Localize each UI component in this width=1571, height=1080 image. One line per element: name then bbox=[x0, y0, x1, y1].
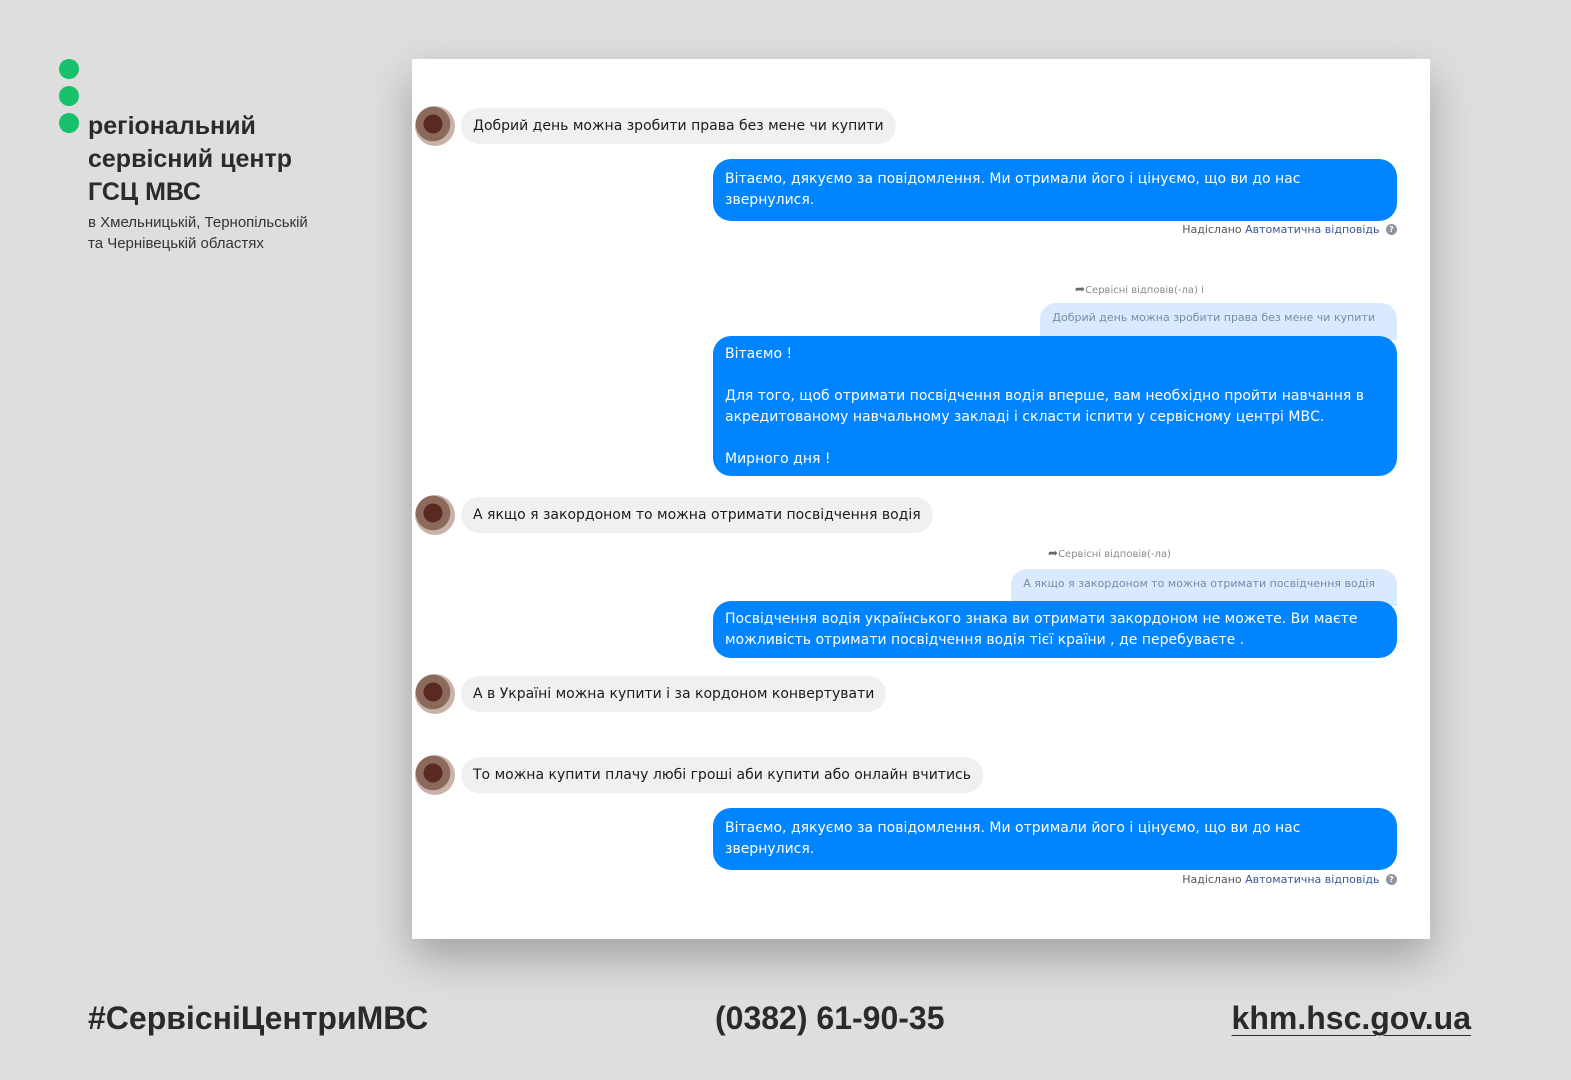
auto-reply-link[interactable]: Автоматична відповідь bbox=[1245, 873, 1380, 886]
footer-website-link[interactable]: khm.hsc.gov.ua bbox=[1231, 1000, 1471, 1036]
incoming-message-bubble: То можна купити плачу любі гроші аби купити або онлайн вчитись bbox=[461, 757, 983, 793]
message-line: Вітаємо, дякуємо за повідомлення. Ми отримали його і цінуємо, що ви до нас bbox=[725, 171, 1301, 187]
message-meta bbox=[1182, 223, 1397, 236]
quoted-message[interactable]: А якщо я закордоном то можна отримати посвідчення водія bbox=[1011, 569, 1397, 606]
footer-phone[interactable]: (0382) 61-90-35 bbox=[715, 1000, 945, 1036]
message-line: Посвідчення водія українського знака ви отримати закордоном не можете. Ви маєте bbox=[725, 611, 1358, 627]
organization-name-line: сервісний центр bbox=[88, 145, 292, 173]
message-line: акредитованому навчальному закладі і скласти іспити у сервісному центрі МВС. bbox=[725, 409, 1325, 425]
message-line bbox=[725, 428, 1385, 449]
reply-arrow-icon: ➦ bbox=[1048, 546, 1059, 560]
organization-name bbox=[88, 110, 388, 209]
quoted-message[interactable]: Добрий день можна зробити права без мене чи купити bbox=[1040, 303, 1397, 340]
reply-header bbox=[1075, 282, 1204, 296]
message-line bbox=[725, 365, 1385, 386]
incoming-message bbox=[412, 755, 983, 795]
organization-region-line: та Чернівецькій областях bbox=[88, 235, 264, 252]
outgoing-message-bubble bbox=[713, 601, 1397, 658]
reply-header-text: Сервісні відповів(-ла) bbox=[1058, 549, 1171, 560]
incoming-message-bubble: А якщо я закордоном то можна отримати посвідчення водія bbox=[461, 497, 933, 533]
incoming-message-bubble: А в Україні можна купити і за кордоном конвертувати bbox=[461, 676, 886, 712]
brand-logo-dots bbox=[59, 59, 81, 140]
logo-dot bbox=[59, 113, 79, 133]
organization-region bbox=[88, 212, 388, 254]
sent-label: Надіслано bbox=[1182, 223, 1242, 236]
message-meta bbox=[1182, 873, 1397, 886]
chat-window bbox=[412, 59, 1430, 939]
incoming-message bbox=[412, 674, 886, 714]
user-avatar bbox=[415, 106, 455, 146]
message-line: Мирного дня ! bbox=[725, 451, 831, 467]
help-icon[interactable]: ? bbox=[1386, 874, 1397, 885]
logo-dot bbox=[59, 86, 79, 106]
organization-name-line: регіональний bbox=[88, 112, 256, 140]
outgoing-message-bubble bbox=[713, 808, 1397, 870]
outgoing-message-bubble bbox=[713, 159, 1397, 221]
organization-name-line: ГСЦ МВС bbox=[88, 178, 202, 206]
help-icon[interactable]: ? bbox=[1386, 224, 1397, 235]
incoming-message bbox=[412, 106, 896, 146]
sent-label: Надіслано bbox=[1182, 873, 1242, 886]
message-line: Вітаємо, дякуємо за повідомлення. Ми отримали його і цінуємо, що ви до нас bbox=[725, 820, 1301, 836]
incoming-message-bubble: Добрий день можна зробити права без мене чи купити bbox=[461, 108, 896, 144]
reply-header bbox=[1048, 546, 1171, 560]
organization-region-line: в Хмельницькій, Тернопільській bbox=[88, 214, 308, 231]
footer-hashtag: #СервісніЦентриМВС bbox=[88, 1000, 429, 1036]
user-avatar bbox=[415, 495, 455, 535]
user-avatar bbox=[415, 674, 455, 714]
message-line: можливість отримати посвідчення водія тієї країни , де перебуваєте . bbox=[725, 632, 1245, 648]
outgoing-message-bubble bbox=[713, 336, 1397, 476]
auto-reply-link[interactable]: Автоматична відповідь bbox=[1245, 223, 1380, 236]
message-line: звернулися. bbox=[725, 192, 815, 208]
user-avatar bbox=[415, 755, 455, 795]
incoming-message bbox=[412, 495, 933, 535]
message-line: Для того, щоб отримати посвідчення водія вперше, вам необхідно пройти навчання в bbox=[725, 388, 1364, 404]
reply-arrow-icon: ➦ bbox=[1075, 282, 1086, 296]
reply-header-text: Сервісні відповів(-ла) і bbox=[1085, 285, 1204, 296]
logo-dot bbox=[59, 59, 79, 79]
message-line: Вітаємо ! bbox=[725, 346, 793, 362]
message-line: звернулися. bbox=[725, 841, 815, 857]
